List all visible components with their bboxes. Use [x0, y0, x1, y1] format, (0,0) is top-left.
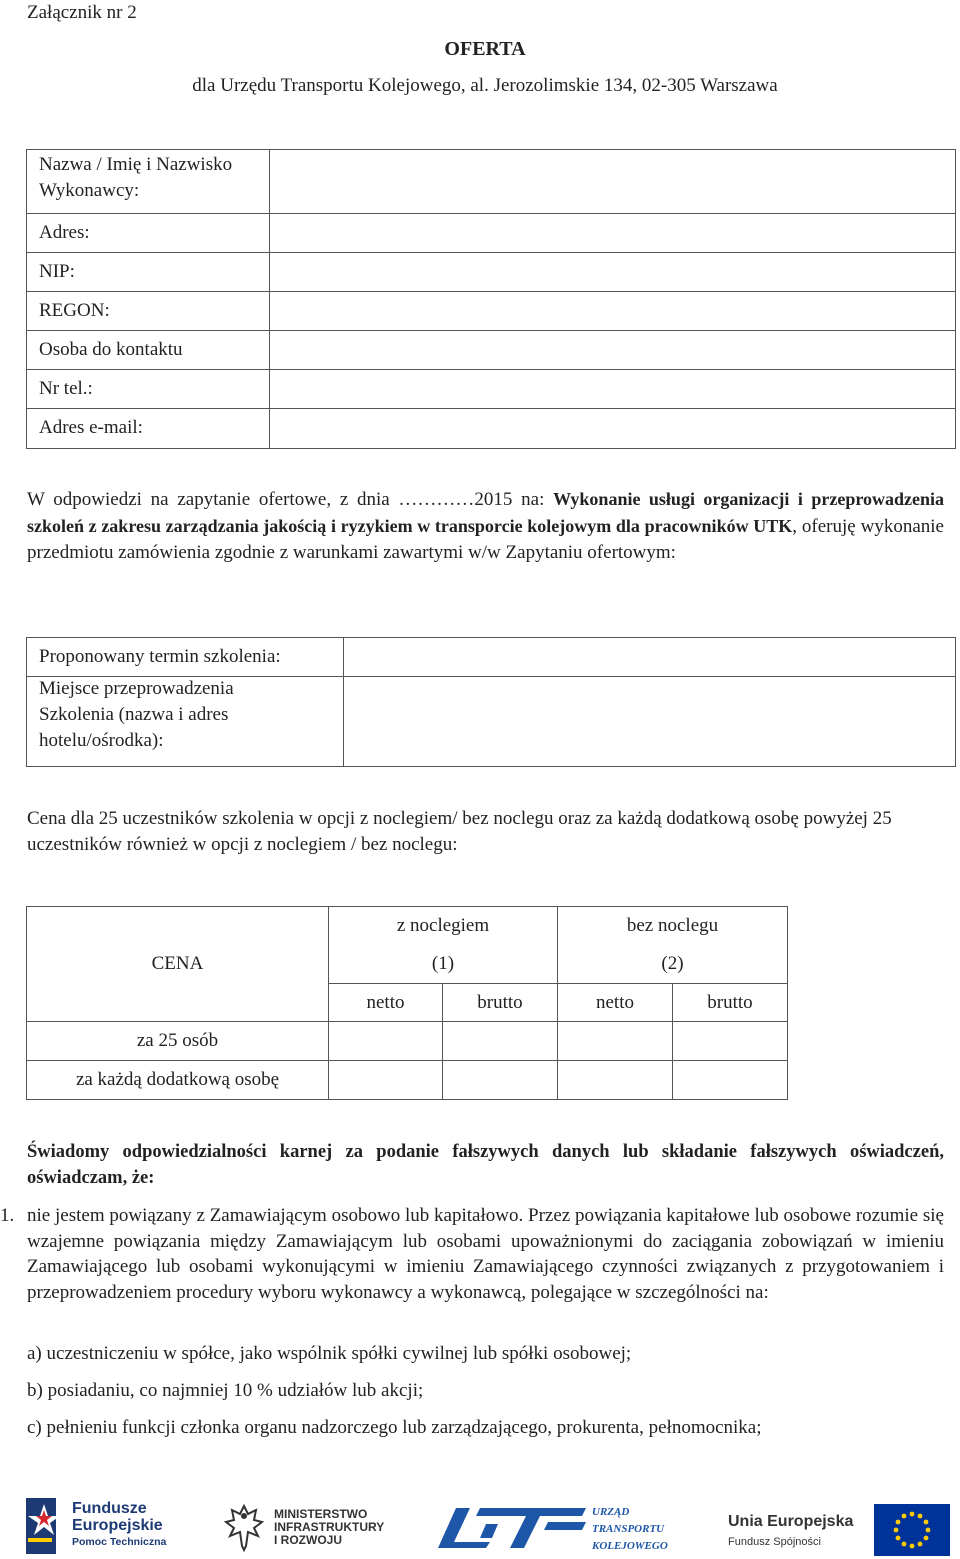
netto-header-1: netto — [366, 991, 405, 1013]
brutto-header-2: brutto — [707, 991, 753, 1013]
utk-line2: TRANSPORTU — [592, 1523, 665, 1535]
price-extra-brutto-without-lodging[interactable] — [673, 1061, 788, 1100]
price-25-brutto-with-lodging[interactable] — [443, 1022, 558, 1061]
fe-name-line2: Europejskie — [72, 1517, 163, 1534]
declaration-item-number: 1. — [0, 1205, 15, 1226]
phone-field[interactable] — [270, 370, 956, 409]
email-label: Adres e-mail: — [39, 417, 143, 438]
ministry-logo — [222, 1502, 402, 1558]
contact-person-field[interactable] — [270, 331, 956, 370]
with-lodging-header: z noclegiem — [396, 914, 490, 936]
fundusze-europejskie-emblem-icon — [24, 1494, 64, 1556]
contact-person-label: Osoba do kontaktu — [39, 339, 183, 360]
price-intro: Cena dla 25 uczestników szkolenia w opcji z noclegiem/ bez noclegu oraz za każdą dodatkową osobę powyżej 25 uczestników również w opcji z noclegiem / bez noclegu: — [27, 808, 892, 855]
polish-eagle-icon — [222, 1502, 266, 1554]
training-table — [26, 637, 956, 767]
address-label: Adres: — [39, 222, 90, 243]
term-label: Proponowany termin szkolenia: — [39, 646, 281, 667]
utk-logo — [436, 1502, 696, 1558]
intro-subject: Wykonanie usługi organizacji i przeprowadzenia szkoleń z zakresu zarządzania jakością i ryzykiem w transporcie kolejowym dla pracowników UTK — [27, 489, 944, 536]
declaration-sub-a: a) uczestniczeniu w spółce, jako wspólnik spółki cywilnej lub spółki osobowej; — [27, 1343, 632, 1364]
row-additional-person-label: za każdą dodatkową osobę — [75, 1069, 280, 1090]
declaration-heading: Świadomy odpowiedzialności karnej za podanie fałszywych danych lub składanie fałszywych oświadczeń, oświadczam, że: — [27, 1142, 944, 1188]
fe-program: Pomoc Techniczna — [72, 1536, 167, 1548]
addressee: dla Urzędu Transportu Kolejowego, al. Jerozolimskie 134, 02-305 Warszawa — [192, 75, 778, 96]
price-25-netto-with-lodging[interactable] — [329, 1022, 443, 1061]
price-extra-netto-without-lodging[interactable] — [558, 1061, 673, 1100]
cena-header: CENA — [151, 953, 204, 974]
price-25-brutto-without-lodging[interactable] — [673, 1022, 788, 1061]
email-field[interactable] — [270, 409, 956, 449]
utk-line3: KOLEJOWEGO — [592, 1540, 668, 1552]
price-table — [26, 906, 788, 1100]
eu-flag-icon — [874, 1504, 950, 1556]
place-field[interactable] — [344, 677, 956, 767]
intro-paragraph — [27, 486, 944, 566]
eu-name: Unia Europejska — [728, 1513, 854, 1530]
brutto-header-1: brutto — [477, 991, 523, 1013]
document-title: OFERTA — [444, 38, 526, 60]
regon-field[interactable] — [270, 292, 956, 331]
term-field[interactable] — [344, 638, 956, 677]
row-25-persons-label: za 25 osób — [136, 1030, 219, 1051]
eu-fund: Fundusz Spójności — [728, 1536, 821, 1548]
ministry-line1: MINISTERSTWO — [274, 1507, 368, 1521]
ministry-line3: I ROZWOJU — [274, 1533, 342, 1547]
nip-label: NIP: — [39, 261, 75, 282]
regon-label: REGON: — [39, 300, 110, 321]
eu-logo — [728, 1500, 960, 1558]
contractor-name-label-cell — [27, 150, 270, 214]
intro-text-end: , oferuję wykonanie przedmiotu zamówienia zgodnie z warunkami zawartymi w/w Zapytaniu ofertowym: — [27, 516, 944, 563]
utk-emblem-icon — [436, 1502, 596, 1552]
cena-header-cell — [27, 907, 329, 1022]
utk-line1: URZĄD — [592, 1506, 630, 1518]
phone-label: Nr tel.: — [39, 378, 93, 399]
place-label: Miejsce przeprowadzenia Szkolenia (nazwa i adres hotelu/ośrodka): — [39, 678, 234, 751]
contractor-table — [26, 149, 956, 449]
declaration-item-text: nie jestem powiązany z Zamawiającym osobowo lub kapitałowo. Przez powiązania kapitałowe lub osobowe rozumie się wzajemne powiązania między Zamawiającym lub osobami upoważnionymi do zaciągania zobowiązań w imieniu Zamawiającego lub osobami wykonującymi w imieniu Zamawiającego czynności związanych z przygotowaniem i przeprowadzeniem procedury wyboru wykonawcy a wykonawcą, polegające w szczególności na: — [27, 1205, 944, 1303]
without-lodging-number: (2) — [661, 952, 684, 974]
fe-name-line1: Fundusze — [72, 1500, 147, 1517]
declaration-sub-c: c) pełnieniu funkcji członka organu nadzorczego lub zarządzającego, prokurenta, pełnomocnika; — [27, 1417, 762, 1438]
fundusze-europejskie-logo — [24, 1494, 184, 1558]
contractor-name-label: Nazwa / Imię i Nazwisko Wykonawcy: — [39, 154, 233, 201]
price-25-netto-without-lodging[interactable] — [558, 1022, 673, 1061]
without-lodging-header: bez noclegu — [626, 914, 719, 936]
price-extra-netto-with-lodging[interactable] — [329, 1061, 443, 1100]
with-lodging-number: (1) — [431, 952, 455, 974]
attachment-label: Załącznik nr 2 — [27, 2, 137, 23]
nip-field[interactable] — [270, 253, 956, 292]
address-field[interactable] — [270, 214, 956, 253]
contractor-name-field[interactable] — [270, 150, 956, 214]
netto-header-2: netto — [596, 991, 634, 1013]
price-extra-brutto-with-lodging[interactable] — [443, 1061, 558, 1100]
ministry-line2: INFRASTRUKTURY — [274, 1520, 385, 1534]
intro-text-start: W odpowiedzi na zapytanie ofertowe, z dnia …………2015 na: — [27, 489, 554, 510]
declaration-sub-b: b) posiadaniu, co najmniej 10 % udziałów lub akcji; — [27, 1380, 424, 1401]
